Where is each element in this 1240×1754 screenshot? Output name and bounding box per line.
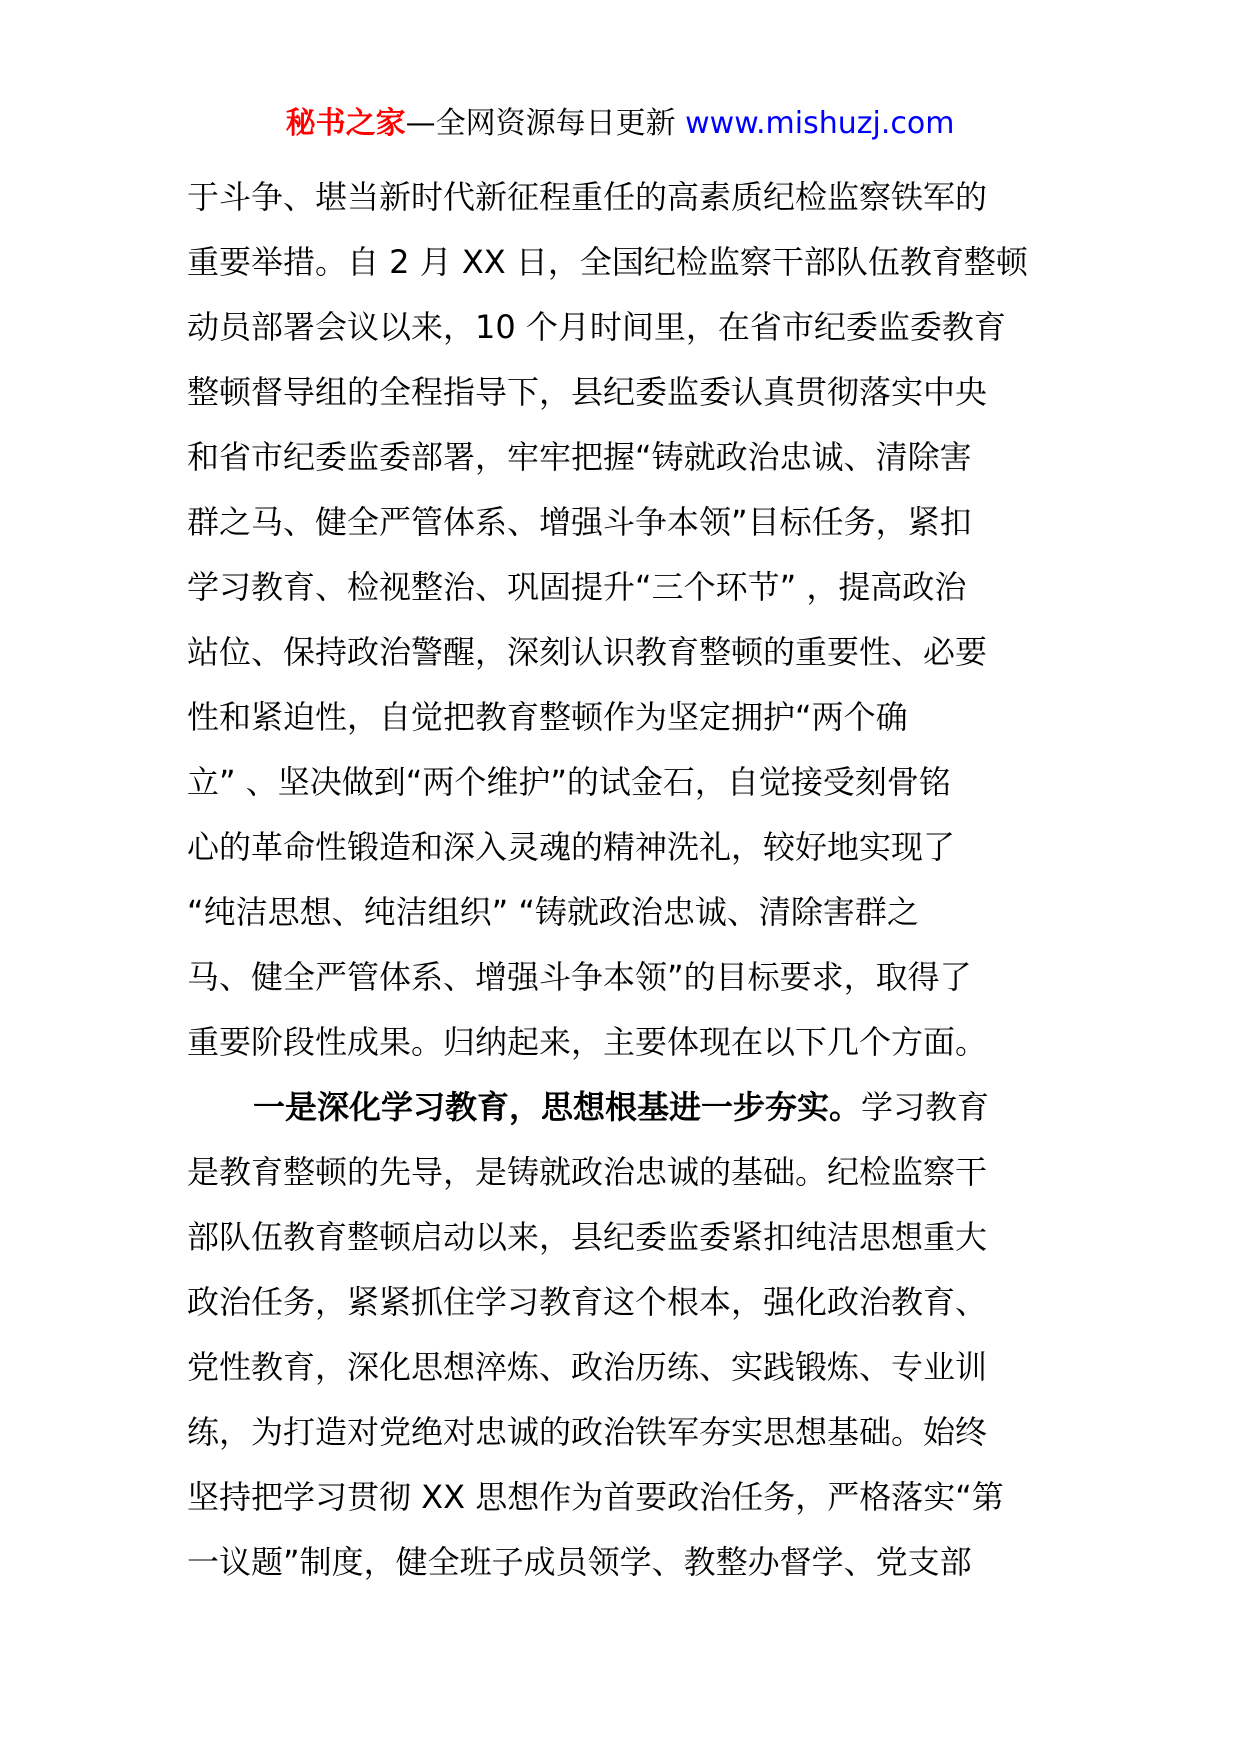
text-line: 站位、保持政治警醒，深刻认识教育整顿的重要性、必要	[187, 633, 988, 671]
site-header-banner	[0, 100, 1240, 148]
section-heading-continuation: 学习教育	[861, 1088, 990, 1126]
text-line: 部队伍教育整顿启动以来，县纪委监委紧扣纯洁思想重大	[187, 1218, 988, 1256]
text-line: 立” 、坚决做到“两个维护”的试金石，自觉接受刻骨铭	[187, 763, 951, 801]
text-line: 是教育整顿的先导，是铸就政治忠诚的基础。纪检监察干	[187, 1153, 988, 1191]
brand-name: 秘书之家	[285, 106, 406, 141]
text-line: 马、健全严管体系、增强斗争本领”的目标要求，取得了	[187, 958, 972, 996]
text-line: 政治任务，紧紧抓住学习教育这个根本，强化政治教育、	[187, 1283, 988, 1321]
document-body	[187, 165, 1057, 1595]
text-line: 性和紧迫性，自觉把教育整顿作为坚定拥护“两个确	[187, 698, 908, 736]
text-line: 坚持把学习贯彻 XX 思想作为首要政治任务，严格落实“第	[187, 1478, 1004, 1516]
text-line: “纯洁思想、纯洁组织” “铸就政治忠诚、清除害群之	[187, 893, 919, 931]
text-line: 学习教育、检视整治、巩固提升“三个环节” ，提高政治	[187, 568, 967, 606]
text-line: 和省市纪委监委部署，牢牢把握“铸就政治忠诚、清除害	[187, 438, 972, 476]
text-line: 整顿督导组的全程指导下，县纪委监委认真贯彻落实中央	[187, 373, 988, 411]
header-tagline: —全网资源每日更新	[405, 106, 686, 141]
text-line: 练，为打造对党绝对忠诚的政治铁军夯实思想基础。始终	[187, 1413, 988, 1451]
text-line: 重要阶段性成果。归纳起来，主要体现在以下几个方面。	[187, 1023, 988, 1061]
text-line: 于斗争、堪当新时代新征程重任的高素质纪检监察铁军的	[187, 178, 988, 216]
section-heading: 一是深化学习教育，思想根基进一步夯实。	[253, 1088, 862, 1126]
text-line: 党性教育，深化思想淬炼、政治历练、实践锻炼、专业训	[187, 1348, 988, 1386]
text-line: 重要举措。自 2 月 XX 日，全国纪检监察干部队伍教育整顿	[187, 243, 1028, 281]
text-line: 动员部署会议以来，10 个月时间里，在省市纪委监委教育	[187, 308, 1006, 346]
text-line: 一议题”制度，健全班子成员领学、教整办督学、党支部	[187, 1543, 972, 1581]
text-line: 群之马、健全严管体系、增强斗争本领”目标任务，紧扣	[187, 503, 972, 541]
section-first-line	[187, 1075, 1057, 1140]
text-line: 心的革命性锻造和深入灵魂的精神洗礼，较好地实现了	[187, 828, 956, 866]
site-url-link[interactable]: www.mishuzj.com	[685, 106, 955, 141]
